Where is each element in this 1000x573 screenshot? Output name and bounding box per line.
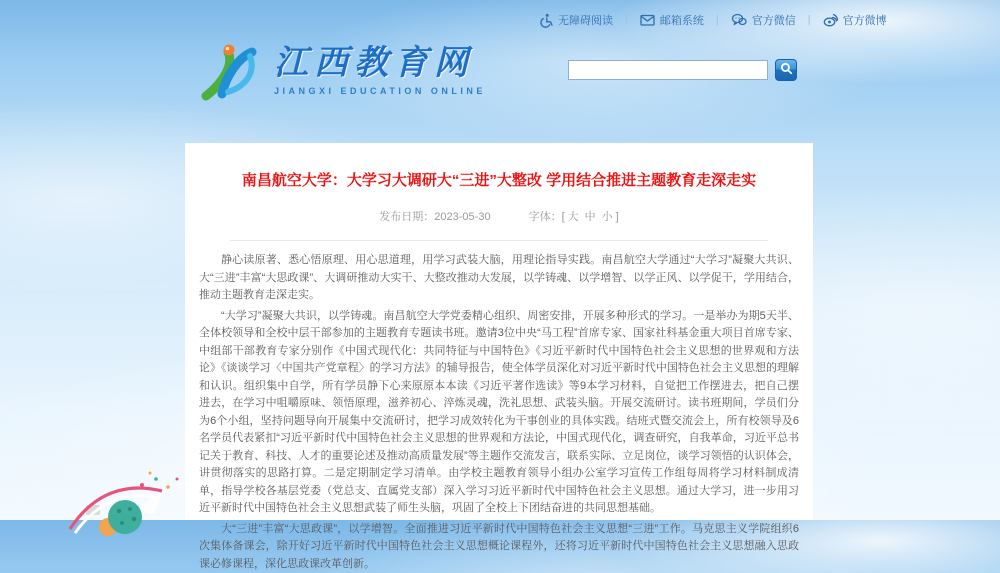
site-name: 江西教育网	[274, 44, 486, 82]
publish-date: 2023-05-30	[434, 211, 490, 223]
floating-widget-handle[interactable]	[86, 505, 100, 515]
article-body	[199, 252, 799, 573]
search-bar	[568, 59, 797, 81]
font-size-medium[interactable]: 中	[585, 211, 596, 223]
weibo-label: 官方微博	[843, 12, 887, 28]
mail-label: 邮箱系统	[660, 12, 704, 28]
search-input[interactable]	[568, 60, 768, 80]
article-title: 南昌航空大学：大学习大调研大“三进”大整改 学用结合推进主题教育走深走实	[199, 171, 799, 191]
site-name-en: JIANGXI EDUCATION ONLINE	[274, 86, 486, 96]
logo-mark-icon	[198, 42, 264, 109]
font-size-bracket: [	[562, 211, 565, 223]
weibo-link[interactable]	[823, 12, 887, 28]
article-paragraph: “大学习”凝聚大共识，以学铸魂。南昌航空大学党委精心组织、周密安排，开展多种形式的学习。一是举办为期5天半、全体校领导和全校中层干部参加的主题教育专题读书班。邀请3位中央“马工程”首席专家、国家社科基金重大项目首席专家、中组部干部教育专家分别作《中国式现代化：共同特征与中国特色》《习近平新时代中国特色社会主义思想的世界观和方法论》《谈谈学习〈中国共产党章程〉的学习方法》的辅导报告，使全体学员深化对习近平新时代中国特色社会主义思想的理解和认识。组织集中自学，所有学员静下心来原原本本读《习近平著作选读》等9本学习材料，自觉把工作摆进去，把自己摆进去，在学习中咀嚼原味、领悟原理，滋养初心、淬炼灵魂，洗礼思想、武装头脑。开展交流研讨。读书班期间，学员们分为6个小组，坚持问题导向开展集中交流研讨，把学习成效转化为干事创业的具体实践。结班式暨交流会上，所有校领导及6名学员代表紧扣“习近平新时代中国特色社会主义思想的世界观和方法论，中国式现代化，调查研究，自我革命，习近平总书记关于教育、科技、人才的重要论述及推动高质量发展”等主题作交流发言，联系实际、立足岗位，谈学习领悟的认识体会，讲贯彻落实的思路打算。二是定期制定学习清单。由学校主题教育领导小组办公室学习宣传工作组每周将学习材料制成清单，指导学校各基层党委（党总支、直属党支部）深入学习习近平新时代中国特色社会主义思想。通过大学习，进一步用习近平新时代中国特色社会主义思想武装了师生头脑，巩固了全校上下团结奋进的共同思想基础。	[199, 308, 799, 518]
topbar-separator: |	[625, 14, 628, 26]
search-icon	[780, 62, 793, 78]
search-button[interactable]	[775, 59, 797, 81]
article-paragraph: 大“三进”丰富“大思政课”，以学增智。全面推进习近平新时代中国特色社会主义思想“三进”工作。马克思主义学院组织6次集体备课会，除开好习近平新时代中国特色社会主义思想概论课程外，还将习近平新时代中国特色社会主义思想融入思政课必修课程，深化思政课改革创新。	[199, 521, 799, 573]
accessibility-link[interactable]	[538, 12, 613, 28]
wechat-label: 官方微信	[752, 12, 796, 28]
mail-link[interactable]	[640, 12, 704, 28]
utility-bar	[538, 12, 887, 28]
font-size-large[interactable]: 大	[568, 211, 579, 223]
article-paragraph: 静心读原著、悉心悟原理、用心思道理，用学习武装大脑，用理论指导实践。南昌航空大学通过“大学习”凝聚大共识、大“三进”丰富“大思政课”、大调研推动大实干、大整改推动大发展，以学铸魂、以学增智、以学正风、以学促干，学用结合，推动主题教育走深走实。	[199, 252, 799, 305]
mail-icon	[640, 14, 655, 26]
accessibility-icon	[538, 13, 553, 28]
font-size-bracket: ]	[616, 211, 619, 223]
topbar-separator: |	[716, 14, 719, 26]
topbar-separator: |	[808, 14, 811, 26]
wechat-link[interactable]	[731, 12, 796, 28]
meta-divider	[230, 240, 768, 241]
weibo-icon	[823, 13, 838, 27]
article-panel	[185, 143, 813, 520]
accessibility-label: 无障碍阅读	[558, 12, 613, 28]
font-size-label: 字体：	[529, 211, 562, 223]
publish-date-label: 发布日期：	[379, 211, 434, 223]
logo-text	[274, 42, 486, 96]
article-meta	[185, 208, 813, 224]
site-logo[interactable]	[198, 42, 486, 109]
wechat-icon	[731, 13, 747, 27]
font-size-small[interactable]: 小	[602, 211, 613, 223]
